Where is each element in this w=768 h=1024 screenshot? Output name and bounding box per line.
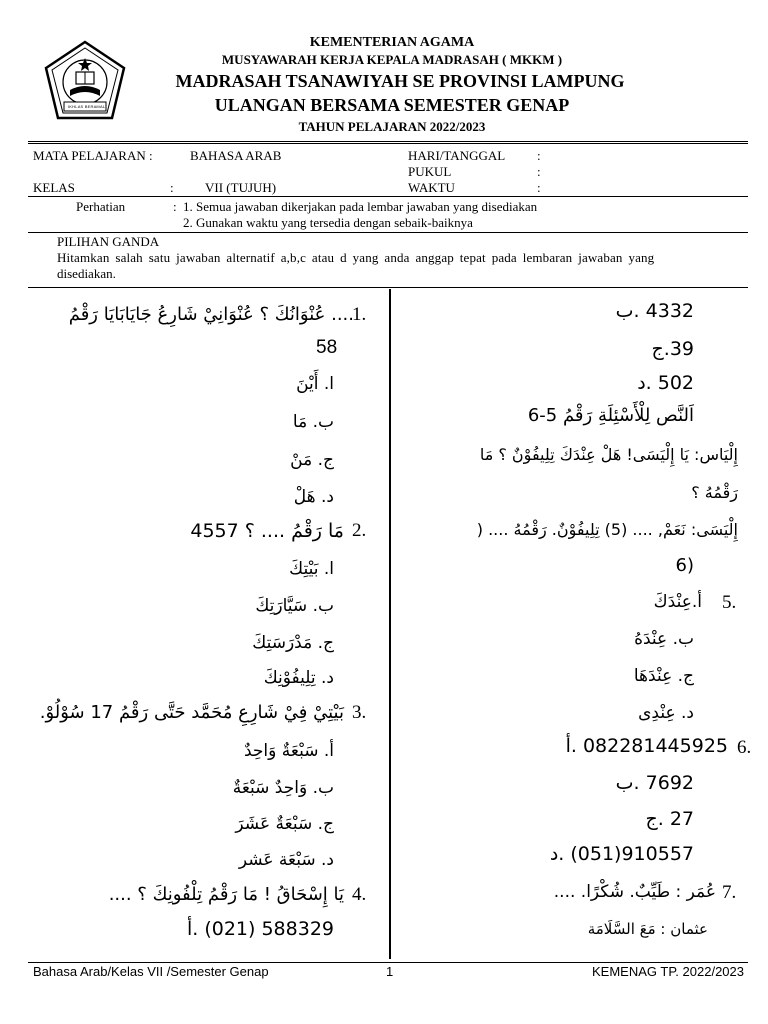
passage-line-2: رَقْمُهُ ؟ <box>691 483 738 502</box>
passage-line-3: إِلْيَسَى: نَعَمْ, .... (5) تِلِيفُوْنٌ. رَقْمُهُ .... ( <box>476 520 738 539</box>
q3-number: 3. <box>352 702 367 723</box>
instructions-line-2: disediakan. <box>57 266 116 281</box>
q5-option-a: أ.عِنْدَكَ <box>653 592 702 612</box>
q5-number: 5. <box>722 592 737 613</box>
q3-text: بَيْتِيْ فِيْ شَارِعِ مُحَمَّد حَتَّى رَقْمُ 17 سُوْلُوْ. <box>39 702 344 723</box>
q7-number: 7. <box>722 882 737 903</box>
q5-option-d: د. عِنْدِى <box>638 703 694 723</box>
q4-option-d: 502 .د <box>637 372 694 394</box>
q6-option-c: 27 .ج <box>645 808 694 830</box>
note-colon: : <box>173 199 177 214</box>
footer-divider <box>28 962 748 963</box>
q3-option-d: د. سَبْعَة عَشر <box>238 850 334 870</box>
header-divider <box>28 141 748 146</box>
q7-text: عُمَر : طَيِّبٌ. شُكْرًا. .... <box>553 882 716 902</box>
q1-text: .... عُنْوَانُكَ ؟ عُنْوَانِيْ شَارِعُ جَايَابَايَا رَقْمُ <box>68 304 354 325</box>
passage-title: اَلنَّص لِلْأَسْئِلَةِ رَقْمُ 5-6 <box>527 405 694 426</box>
subject-value: BAHASA ARAB <box>190 148 282 163</box>
q4-number: 4. <box>352 884 367 905</box>
q6-option-a: 082281445925 .أ <box>565 735 728 757</box>
passage-line-1: إِلْيَاس: يَا إِلْيَسَى! هَلْ عِنْدَكَ تِلِيفُوْنٌ ؟ مَا <box>479 445 738 464</box>
q1-option-a: ا. أَيْنَ <box>296 374 334 394</box>
q2-option-a: ا. بَيْتِكَ <box>289 559 334 579</box>
header-year: TAHUN PELAJARAN 2022/2023 <box>298 119 486 134</box>
day-colon: : <box>537 148 541 163</box>
q4-option-c: 39.ج <box>651 338 694 360</box>
info-divider <box>28 196 748 197</box>
q1-text-cont: 58 <box>316 337 338 358</box>
q4-text: يَا إِسْحَاقُ ! مَا رَقْمُ تِلْفُونِكَ ؟ .... <box>108 884 344 905</box>
class-value: VII (TUJUH) <box>205 180 277 195</box>
q6-number: 6. <box>737 737 752 758</box>
q2-option-b: ب. سَيَّارَتِكَ <box>255 596 334 616</box>
header-school: MADRASAH TSANAWIYAH SE PROVINSI LAMPUNG <box>175 71 625 91</box>
passage-line-4: 6) <box>675 555 694 576</box>
note-label: Perhatian <box>76 199 126 214</box>
q2-option-c: ج. مَدْرَسَتِكَ <box>252 633 334 653</box>
q3-option-b: ب. وَاحِدٌ سَبْعَةٌ <box>232 778 334 798</box>
q1-option-c: ج. مَنْ <box>290 450 334 470</box>
note-2: 2. Gunakan waktu yang tersedia dengan sebaik-baiknya <box>183 215 473 230</box>
q5-option-c: ج. عِنْدَهَا <box>633 666 694 686</box>
q1-number: 1. <box>352 304 367 325</box>
footer-right: KEMENAG TP. 2022/2023 <box>591 964 744 979</box>
header-exam: ULANGAN BERSAMA SEMESTER GENAP <box>214 95 570 115</box>
instructions-divider <box>28 287 748 288</box>
duration-colon: : <box>537 180 541 195</box>
instructions-line-1: Hitamkan salah satu jawaban alternatif a,b,c atau d yang anda anggap tepat pada lembaran jawaban yang <box>57 250 655 265</box>
q6-option-b: 7692 .ب <box>615 772 694 794</box>
q7-line-2: عثمان : مَعَ السَّلَامَة <box>587 920 708 938</box>
q3-option-c: ج. سَبْعَةٌ عَشَرَ <box>235 814 334 834</box>
q2-option-d: د. تِلِيفُوْنِكَ <box>263 668 334 688</box>
q1-option-b: ب. مَا <box>292 412 334 432</box>
q2-text: مَا رَقْمُ .... ؟ 4557 <box>190 520 344 542</box>
q2-number: 2. <box>352 520 367 541</box>
note-1: 1. Semua jawaban dikerjakan pada lembar jawaban yang disediakan <box>183 199 538 214</box>
footer-left: Bahasa Arab/Kelas VII /Semester Genap <box>33 964 269 979</box>
class-label: KELAS <box>33 180 75 195</box>
column-divider <box>389 289 391 959</box>
time-colon: : <box>537 164 541 179</box>
subject-label: MATA PELAJARAN : <box>33 148 153 163</box>
logo-caption: IKHLAS BERAMAL <box>68 104 106 109</box>
duration-label: WAKTU <box>408 180 455 195</box>
q4-option-a: 588329 (021) .أ <box>186 918 334 940</box>
header-mkkm: MUSYAWARAH KERJA KEPALA MADRASAH ( MKKM ) <box>221 52 563 67</box>
notes-divider <box>28 232 748 233</box>
q3-option-a: أ. سَبْعَةٌ وَاحِدٌ <box>244 741 334 761</box>
q4-option-b: 4332 .ب <box>615 300 694 322</box>
time-label: PUKUL <box>408 164 452 179</box>
page-number: 1 <box>386 964 394 979</box>
section-title: PILIHAN GANDA <box>57 234 160 249</box>
q6-option-d: 910557(051) .د <box>549 843 694 865</box>
q5-option-b: ب. عِنْدَهُ <box>634 629 694 649</box>
day-label: HARI/TANGGAL <box>408 148 506 163</box>
header-ministry: KEMENTERIAN AGAMA <box>309 35 475 50</box>
q1-option-d: د. هَلْ <box>293 487 334 507</box>
class-colon: : <box>170 180 174 195</box>
